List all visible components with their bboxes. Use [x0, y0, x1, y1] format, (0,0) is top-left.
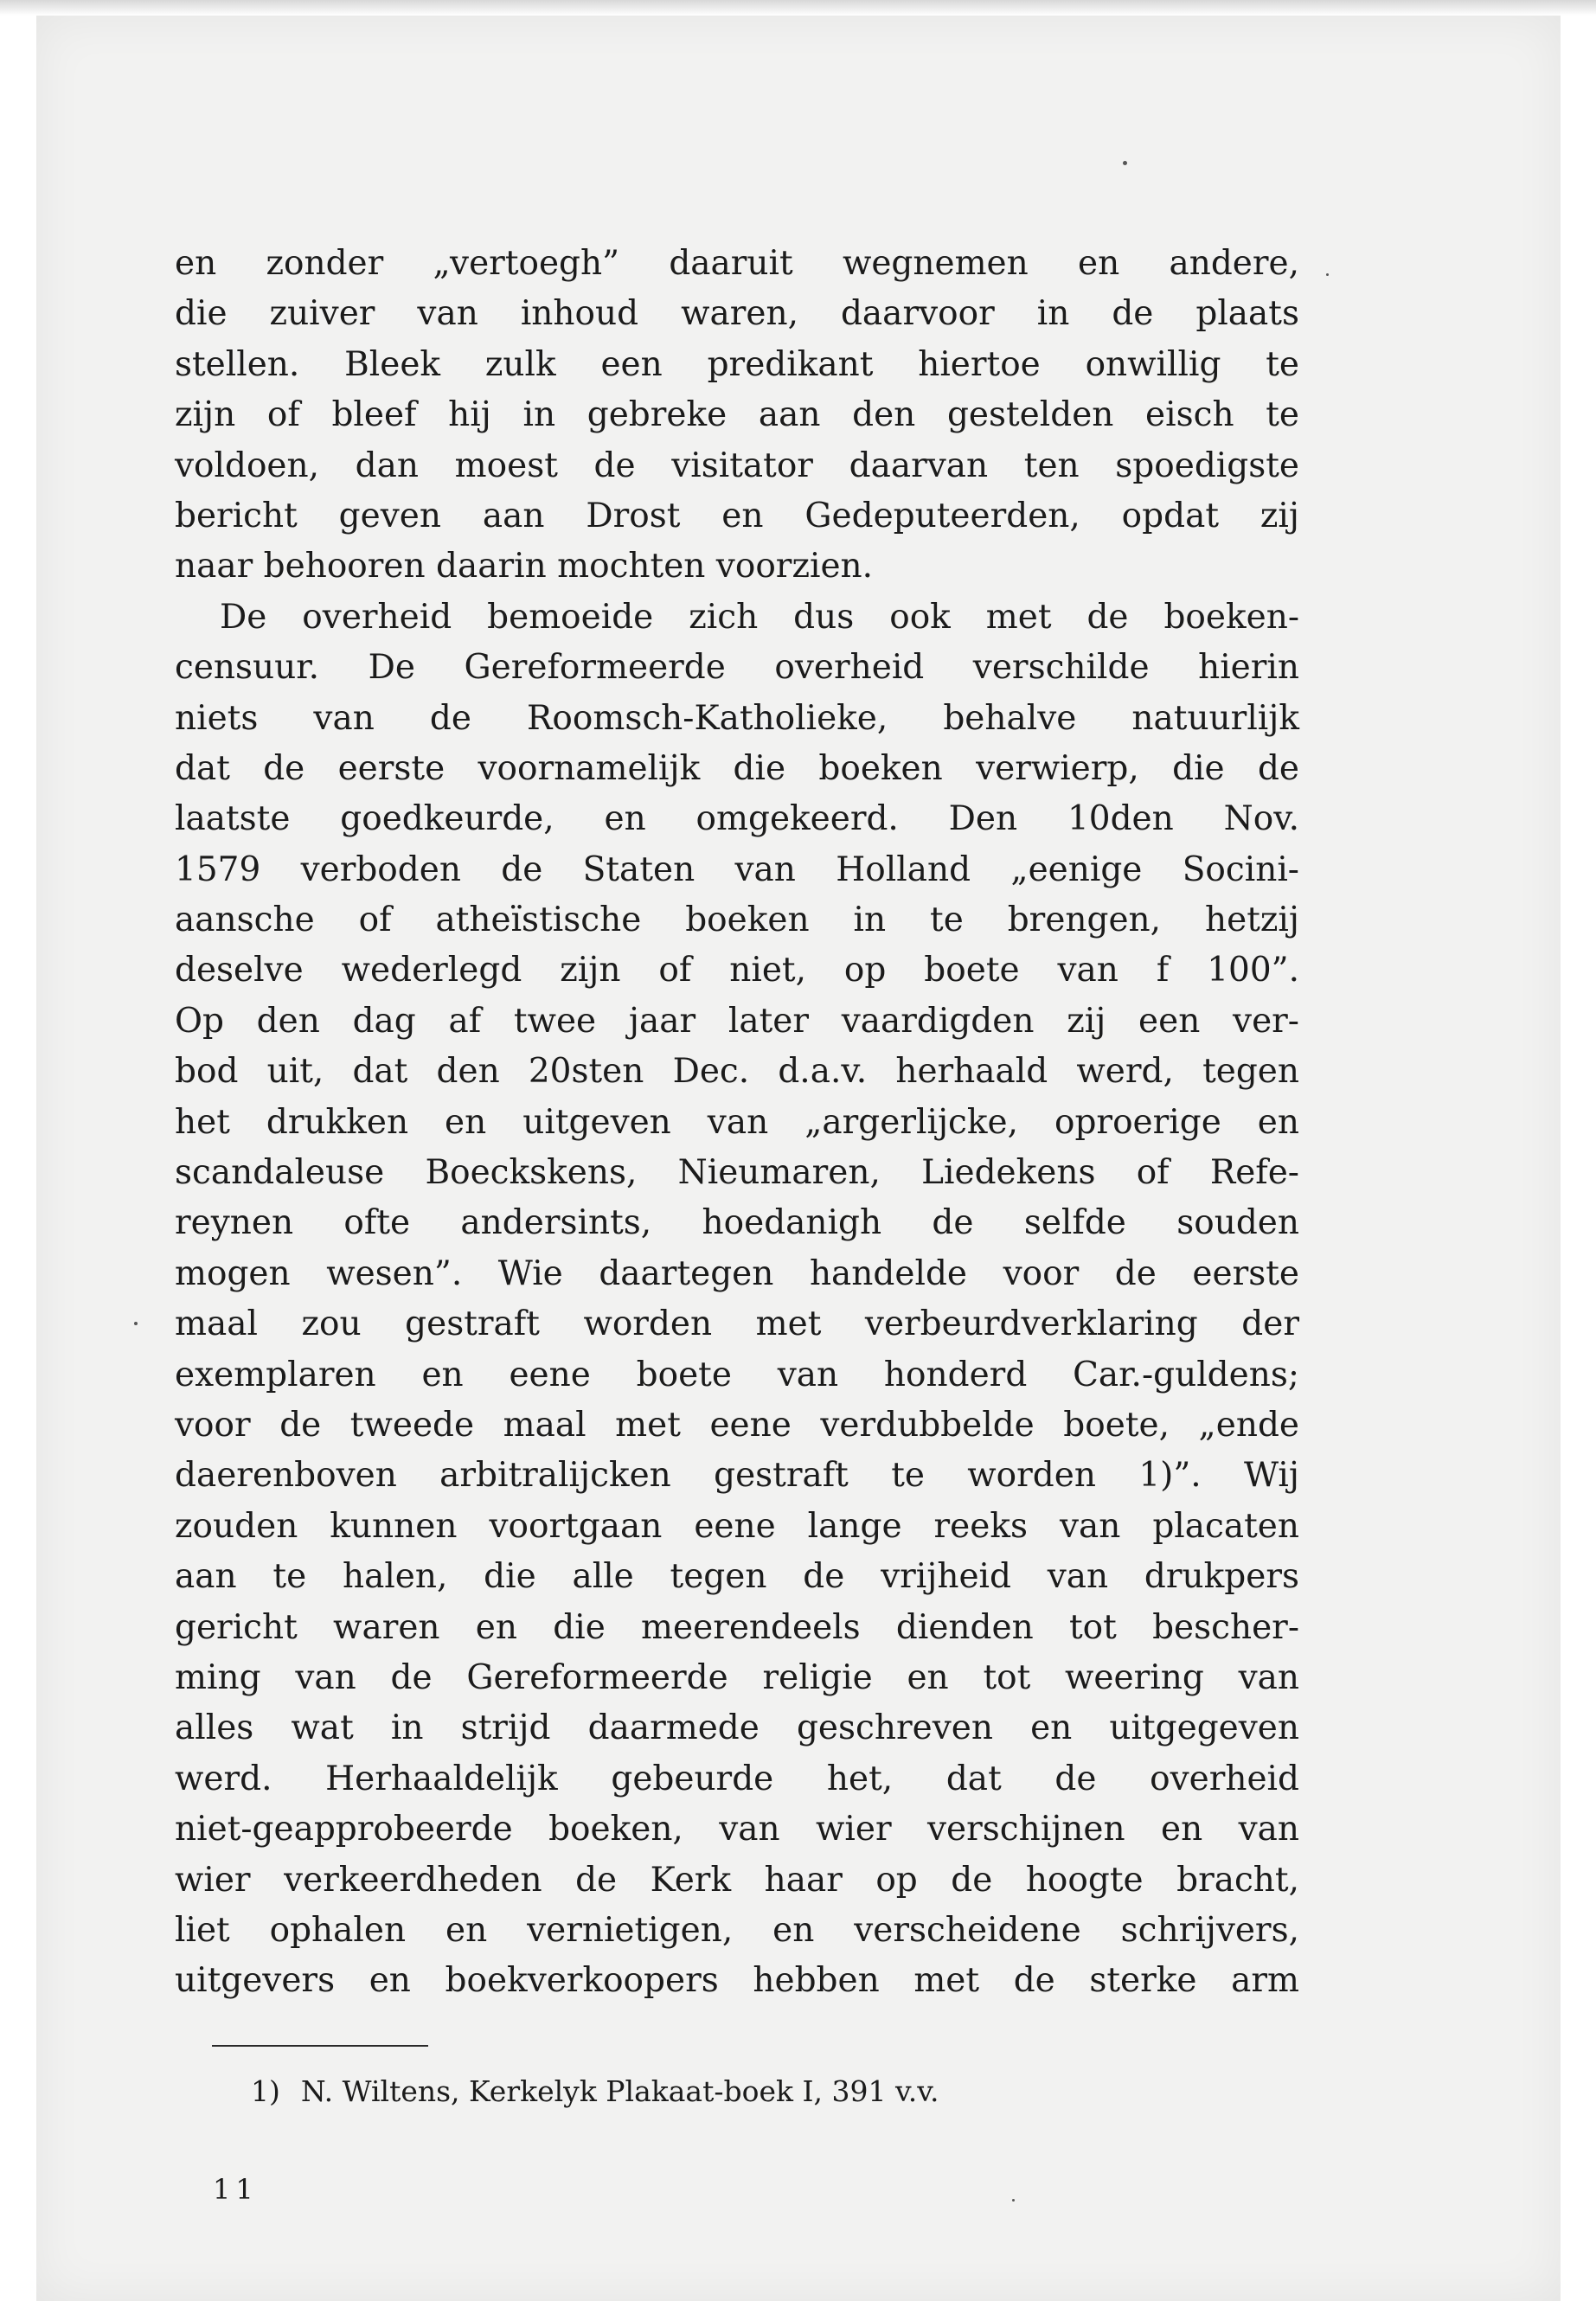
text-line: aan te halen, die alle tegen de vrijheid van drukpers: [175, 1557, 1299, 1597]
footnote-divider: [212, 2045, 428, 2047]
text-line: daerenboven arbitralijcken gestraft te worden 1)”. Wij: [175, 1456, 1299, 1496]
text-line: stellen. Bleek zulk een predikant hiertoe onwillig te: [175, 344, 1299, 384]
text-line: werd. Herhaaldelijk gebeurde het, dat de overheid: [175, 1759, 1299, 1798]
text-line: maal zou gestraft worden met verbeurdverklaring der: [175, 1304, 1299, 1344]
text-line: ming van de Gereformeerde religie en tot weering van: [175, 1657, 1299, 1697]
footnote-text: N. Wiltens, Kerkelyk Plakaat-boek I, 391 v.v.: [300, 2074, 939, 2108]
text-line: zouden kunnen voortgaan eene lange reeks van placaten: [175, 1506, 1299, 1546]
text-line: die zuiver van inhoud waren, daarvoor in de plaats: [175, 294, 1299, 334]
text-line: alles wat in strijd daarmede geschreven en uitgegeven: [175, 1708, 1299, 1748]
text-line: dat de eerste voornamelijk die boeken verwierp, die de: [175, 748, 1299, 788]
text-line: voldoen, dan moest de visitator daarvan ten spoedigste: [175, 445, 1299, 485]
text-line: aansche of atheïstische boeken in te brengen, hetzij: [175, 901, 1299, 940]
text-line: naar behooren daarin mochten voorzien.: [175, 547, 874, 586]
text-line: zijn of bleef hij in gebreke aan den gestelden eisch te: [175, 395, 1299, 435]
text-line: en zonder „vertoegh” daaruit wegnemen en andere,: [175, 244, 1299, 283]
paper-speck: [1326, 273, 1329, 276]
text-line: laatste goedkeurde, en omgekeerd. Den 10den Nov.: [175, 799, 1299, 839]
text-line: censuur. De Gereformeerde overheid verschilde hierin: [175, 648, 1299, 688]
footnote: [251, 2074, 939, 2108]
paper-speck: [134, 1322, 138, 1325]
text-line: voor de tweede maal met eene verdubbelde boete, „ende: [175, 1405, 1299, 1445]
signature-mark: 11: [213, 2173, 259, 2206]
text-line: exemplaren en eene boete van honderd Car.-guldens;: [175, 1355, 1299, 1394]
text-line: reynen ofte andersints, hoedanigh de selfde souden: [175, 1203, 1299, 1243]
text-line: scandaleuse Boeckskens, Nieumaren, Liedekens of Refe-: [175, 1153, 1299, 1193]
text-line: De overheid bemoeide zich dus ook met de boeken-: [220, 597, 1299, 637]
text-line: niets van de Roomsch-Katholieke, behalve natuurlijk: [175, 698, 1299, 738]
paper-speck: [1123, 161, 1127, 165]
text-line: gericht waren en die meerendeels dienden tot bescher-: [175, 1607, 1299, 1647]
text-line: deselve wederlegd zijn of niet, op boete van f 100”.: [175, 951, 1299, 990]
paper-speck: [1012, 2199, 1015, 2202]
text-line: bod uit, dat den 20sten Dec. d.a.v. herhaald werd, tegen: [175, 1052, 1299, 1092]
text-line: Op den dag af twee jaar later vaardigden zij een ver-: [175, 1001, 1299, 1041]
text-line: wier verkeerdheden de Kerk haar op de hoogte bracht,: [175, 1860, 1299, 1900]
text-line: 1579 verboden de Staten van Holland „eenige Socini-: [175, 849, 1299, 889]
body-text: [175, 239, 1299, 2007]
text-line: uitgevers en boekverkoopers hebben met de sterke arm: [175, 1961, 1299, 2001]
text-line: liet ophalen en vernietigen, en verscheidene schrijvers,: [175, 1910, 1299, 1950]
text-line: bericht geven aan Drost en Gedeputeerden, opdat zij: [175, 496, 1299, 535]
text-line: mogen wesen”. Wie daartegen handelde voor de eerste: [175, 1253, 1299, 1293]
text-line: niet-geapprobeerde boeken, van wier verschijnen en van: [175, 1810, 1299, 1849]
page-top-edge: [0, 0, 1596, 16]
footnote-mark: 1): [251, 2074, 280, 2108]
text-line: het drukken en uitgeven van „argerlijcke, oproerige en: [175, 1102, 1299, 1142]
